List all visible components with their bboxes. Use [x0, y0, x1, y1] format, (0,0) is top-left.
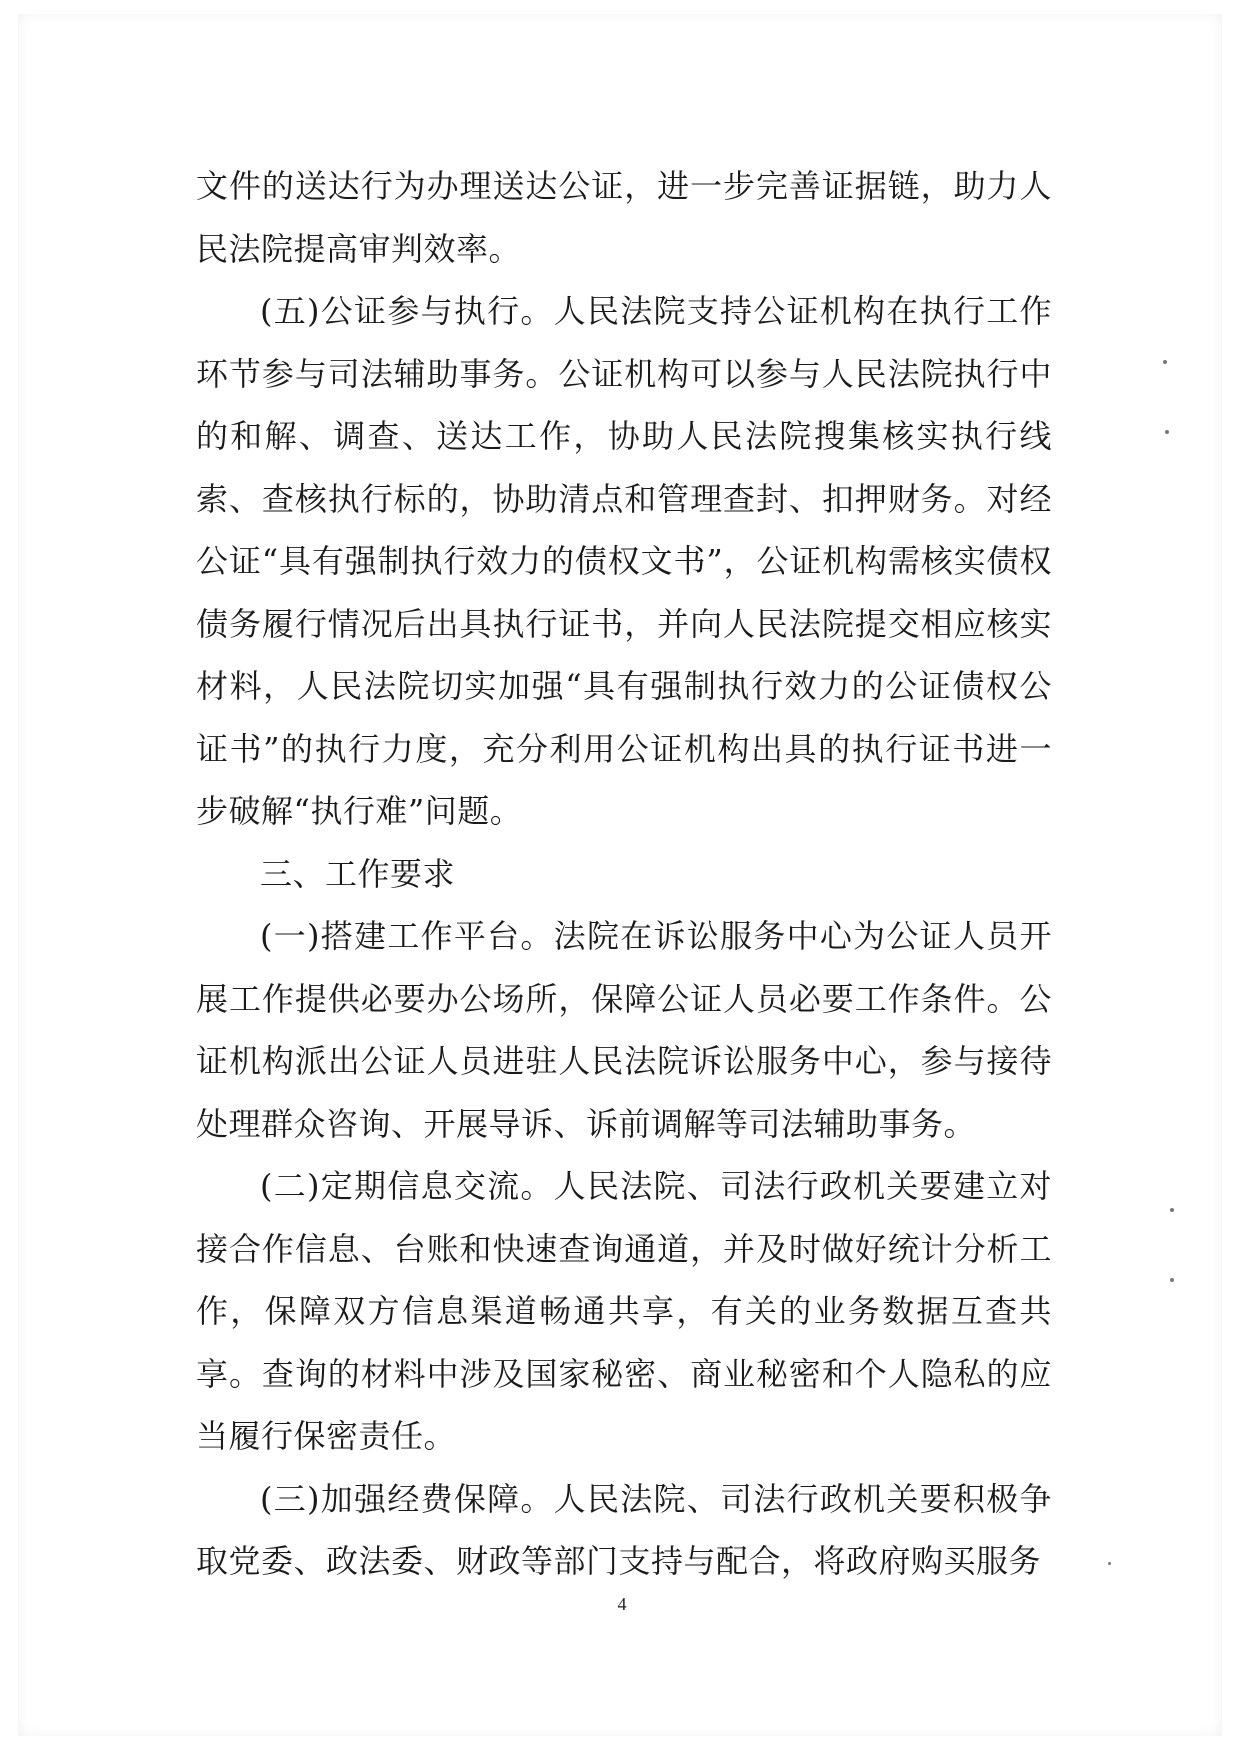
- paragraph-work-platform: (一)搭建工作平台。法院在诉讼服务中心为公证人员开展工作提供必要办公场所，保障公证人员必要工作条件。公证机构派出公证人员进驻人民法院诉讼服务中心，参与接待处理群众咨询、开展导诉、诉前调解等司法辅助事务。: [196, 917, 1052, 1143]
- document-body: [196, 155, 1052, 1593]
- scan-speck: [1108, 1562, 1111, 1565]
- paragraph-info-exchange: (二)定期信息交流。人民法院、司法行政机关要建立对接合作信息、台账和快速查询通道，并及时做好统计分析工作，保障双方信息渠道畅通共享，有关的业务数据互查共享。查询的材料中涉及国家秘密、商业秘密和个人隐私的应当履行保密责任。: [196, 1167, 1052, 1455]
- paragraph-funding-guarantee: (三)加强经费保障。人民法院、司法行政机关要积极争取党委、政法委、财政等部门支持与配合，将政府购买服务: [196, 1479, 1052, 1580]
- scan-speck: [1170, 1208, 1174, 1212]
- paragraph-notary-execution: (五)公证参与执行。人民法院支持公证机构在执行工作环节参与司法辅助事务。公证机构可以参与人民法院执行中的和解、调查、送达工作，协助人民法院搜集核实执行线索、查核执行标的，协助清点和管理查封、扣押财务。对经公证“具有强制执行效力的债权文书”，公证机构需核实债权债务履行情况后出具执行证书，并向人民法院提交相应核实材料，人民法院切实加强“具有强制执行效力的公证债权公证书”的执行力度，充分利用公证机构出具的执行证书进一步破解“执行难”问题。: [196, 292, 1052, 830]
- scan-speck: [1165, 430, 1169, 434]
- paragraph-continuation: 文件的送达行为办理送达公证，进一步完善证据链，助力人民法院提高审判效率。: [196, 167, 1052, 268]
- section-heading-work-requirements: 三、工作要求: [260, 854, 456, 893]
- page-number: 4: [617, 1594, 627, 1614]
- scan-speck: [1163, 360, 1167, 364]
- scan-speck: [1170, 1278, 1174, 1282]
